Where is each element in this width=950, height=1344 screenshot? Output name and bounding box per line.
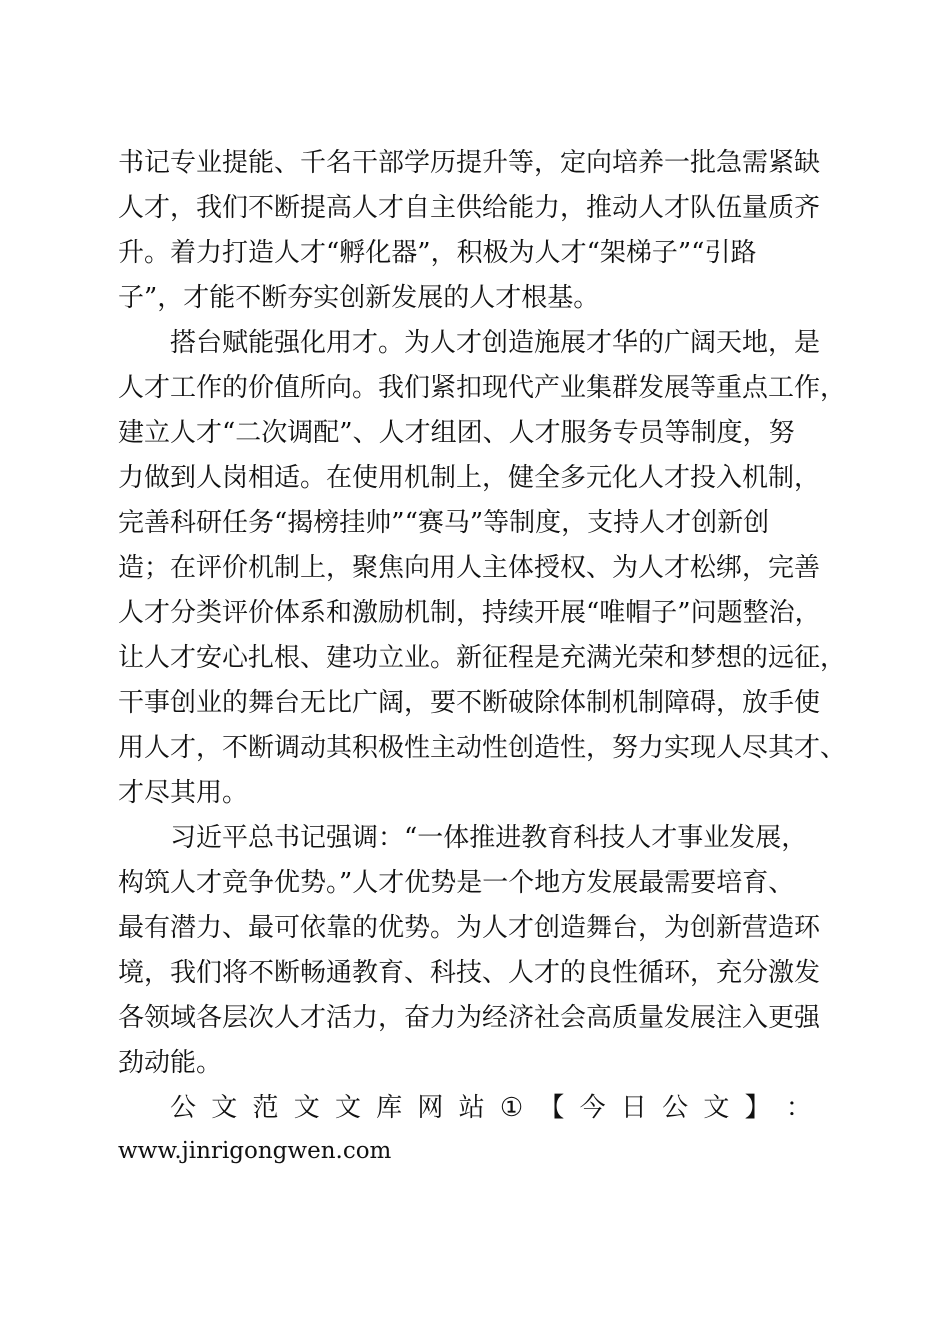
text-line: 构筑人才竞争优势。”人才优势是一个地方发展最需要培育、: [118, 868, 795, 898]
text-line: 造；在评价机制上，聚焦向用人主体授权、为人才松绑，完善: [118, 553, 821, 583]
text-line: 干事创业的舞台无比广阔，要不断破除体制机制障碍，放手使: [118, 688, 821, 718]
footer-url[interactable]: www.jinrigongwen.com: [118, 1138, 392, 1164]
text-line: 习近平总书记强调：“一体推进教育科技人才事业发展，: [170, 823, 808, 853]
text-line: 人才分类评价体系和激励机制，持续开展“唯帽子”问题整治，: [118, 598, 821, 628]
text-line: 人才工作的价值所向。我们紧扣现代产业集群发展等重点工作，: [118, 373, 847, 403]
text-line: 升。着力打造人才“孵化器”，积极为人才“架梯子”“引路: [118, 238, 757, 268]
text-line: 让人才安心扎根、建功立业。新征程是充满光荣和梦想的远征，: [118, 643, 847, 673]
text-line: 人才，我们不断提高人才自主供给能力，推动人才队伍量质齐: [118, 193, 821, 223]
text-line: 完善科研任务“揭榜挂帅”“赛马”等制度，支持人才创新创: [118, 508, 770, 538]
footer-site-name: [170, 1093, 812, 1123]
text-line: 才尽其用。: [118, 778, 249, 808]
text-line: 书记专业提能、千名干部学历提升等，定向培养一批急需紧缺: [118, 148, 821, 178]
text-line: 各领域各层次人才活力，奋力为经济社会高质量发展注入更强: [118, 1003, 821, 1033]
text-line: 搭台赋能强化用才。为人才创造施展才华的广阔天地，是: [170, 328, 821, 358]
text-line: 劲动能。: [118, 1048, 223, 1078]
text-line: 境，我们将不断畅通教育、科技、人才的良性循环，充分激发: [118, 958, 821, 988]
text-line: 力做到人岗相适。在使用机制上，健全多元化人才投入机制，: [118, 463, 821, 493]
text-line: 子”，才能不断夯实创新发展的人才根基。: [118, 283, 600, 313]
text-line: 建立人才“二次调配”、人才组团、人才服务专员等制度，努: [118, 418, 795, 448]
text-line: 用人才，不断调动其积极性主动性创造性，努力实现人尽其才、: [118, 733, 847, 763]
footer-site-name-text: 公 文 范 文 文 库 网 站 ① 【 今 日 公 文 】 ：: [170, 1093, 812, 1123]
text-line: 最有潜力、最可依靠的优势。为人才创造舞台，为创新营造环: [118, 913, 821, 943]
